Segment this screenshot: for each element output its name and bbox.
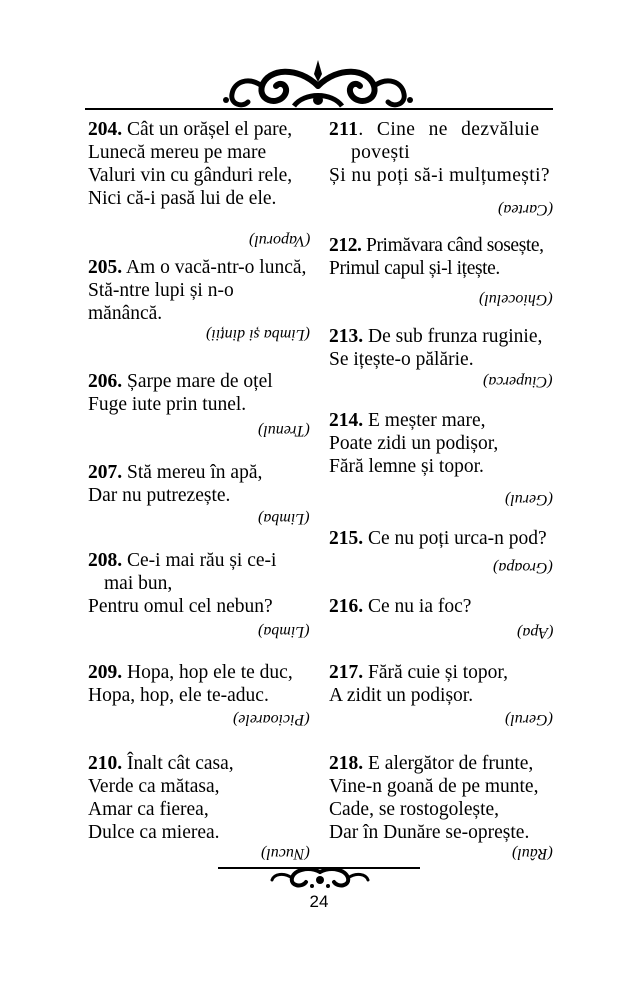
riddle-line: povești: [351, 142, 411, 163]
answer-212: (Ghiocelul): [479, 291, 553, 308]
riddle-line: Ce nu ia foc?: [368, 596, 472, 617]
riddle-line: Stă mereu în apă,: [127, 462, 263, 483]
riddle-line: Fără cuie și topor,: [368, 662, 509, 683]
riddle-line: Fuge iute prin tunel.: [88, 394, 247, 415]
riddle-number: 217.: [329, 662, 364, 683]
riddle-line: Primăvara când sosește,: [366, 235, 544, 256]
riddle-number: 207.: [88, 462, 123, 483]
riddle-line: Se ițește-o pălărie.: [329, 349, 474, 370]
riddle-number: 215.: [329, 528, 364, 549]
answer-213: (Ciuperca): [483, 373, 553, 390]
riddle-number: 205.: [88, 257, 123, 278]
bottom-ornament: [268, 868, 372, 890]
riddle-line: Înalt cât casa,: [127, 753, 234, 774]
riddle-213: [329, 325, 553, 371]
riddle-line: Valuri vin cu gânduri rele,: [88, 165, 293, 186]
riddle-line: Cât un orășel el pare,: [127, 119, 293, 140]
riddle-line: Șarpe mare de oțel: [127, 371, 273, 392]
answer-215: (Groapa): [493, 559, 553, 576]
riddle-line: Dar nu putrezește.: [88, 485, 231, 506]
riddle-line: mai bun,: [104, 573, 173, 594]
riddle-line: Ce-i mai rău și ce-i: [127, 550, 277, 571]
riddle-number: 210.: [88, 753, 123, 774]
answer-218: (Râul): [512, 845, 553, 862]
answer-217: (Gerul): [505, 711, 553, 728]
riddle-line: Hopa, hop ele te duc,: [127, 662, 293, 683]
answer-208: (Limba): [258, 623, 310, 640]
riddle-number: 204.: [88, 119, 123, 140]
riddle-line: Nici că-i pasă lui de ele.: [88, 188, 277, 209]
riddle-205: [88, 256, 310, 325]
riddle-line: Primul capul și-l ițește.: [329, 258, 500, 279]
page-number: 24: [309, 892, 329, 911]
riddle-line: Cade, se rostogolește,: [329, 799, 500, 820]
riddle-line: mănâncă.: [88, 303, 163, 324]
riddle-208: [88, 549, 310, 618]
riddle-206: [88, 370, 310, 416]
riddle-214: [329, 409, 553, 478]
riddle-number: 213.: [329, 326, 364, 347]
answer-209: (Picioarele): [233, 711, 310, 728]
riddle-line: Dulce ca mierea.: [88, 822, 220, 843]
riddle-line: Pentru omul cel nebun?: [88, 596, 273, 617]
riddle-number: 211: [329, 119, 359, 140]
riddle-204: [88, 118, 310, 210]
riddle-218: [329, 752, 553, 844]
riddle-line: Stă-ntre lupi și n-o: [88, 280, 234, 301]
riddle-number: 214.: [329, 410, 364, 431]
answer-211: (Cartea): [497, 201, 553, 218]
riddle-line: Și nu poți să-i mulțumești?: [329, 165, 550, 186]
riddle-line: Ce nu poți urca-n pod?: [368, 528, 547, 549]
riddle-217: [329, 661, 553, 707]
answer-205: (Limba și dinții): [205, 326, 310, 343]
riddle-line: Amar ca fierea,: [88, 799, 209, 820]
riddle-number: 216.: [329, 596, 364, 617]
riddle-line: Dar în Dunăre se-oprește.: [329, 822, 530, 843]
riddle-line: Lunecă mereu pe mare: [88, 142, 267, 163]
answer-214: (Gerul): [505, 491, 553, 508]
answer-216: (Apa): [516, 624, 553, 641]
riddle-215: [329, 527, 553, 550]
riddle-207: [88, 461, 310, 507]
riddle-216: [329, 595, 553, 618]
riddle-line: Hopa, hop, ele te-aduc.: [88, 685, 269, 706]
riddle-line: E alergător de frunte,: [368, 753, 534, 774]
riddle-209: [88, 661, 310, 707]
riddle-number: 206.: [88, 371, 123, 392]
answer-204: (Vaporul): [248, 232, 310, 249]
answer-210: (Nucul): [261, 845, 310, 862]
riddle-line: . Cine ne dezvăluie: [358, 119, 540, 140]
riddle-line: E meșter mare,: [368, 410, 486, 431]
riddle-line: Poate zidi un podișor,: [329, 433, 499, 454]
answer-207: (Limba): [258, 510, 310, 527]
riddle-number: 209.: [88, 662, 123, 683]
riddle-212: [329, 234, 553, 280]
riddle-line: De sub frunza ruginie,: [368, 326, 543, 347]
riddle-number: 218.: [329, 753, 364, 774]
riddle-number: 212.: [329, 235, 362, 256]
riddle-211: [329, 118, 553, 187]
riddle-line: Verde ca mătasa,: [88, 776, 220, 797]
riddle-210: [88, 752, 310, 844]
riddle-number: 208.: [88, 550, 123, 571]
riddle-line: Fără lemne și topor.: [329, 456, 484, 477]
top-ornament: [218, 56, 418, 112]
riddle-line: Am o vacă-ntr-o luncă,: [125, 257, 307, 278]
riddle-line: A zidit un podișor.: [329, 685, 474, 706]
answer-206: (Trenul): [258, 422, 310, 439]
riddle-line: Vine-n goană de pe munte,: [329, 776, 539, 797]
